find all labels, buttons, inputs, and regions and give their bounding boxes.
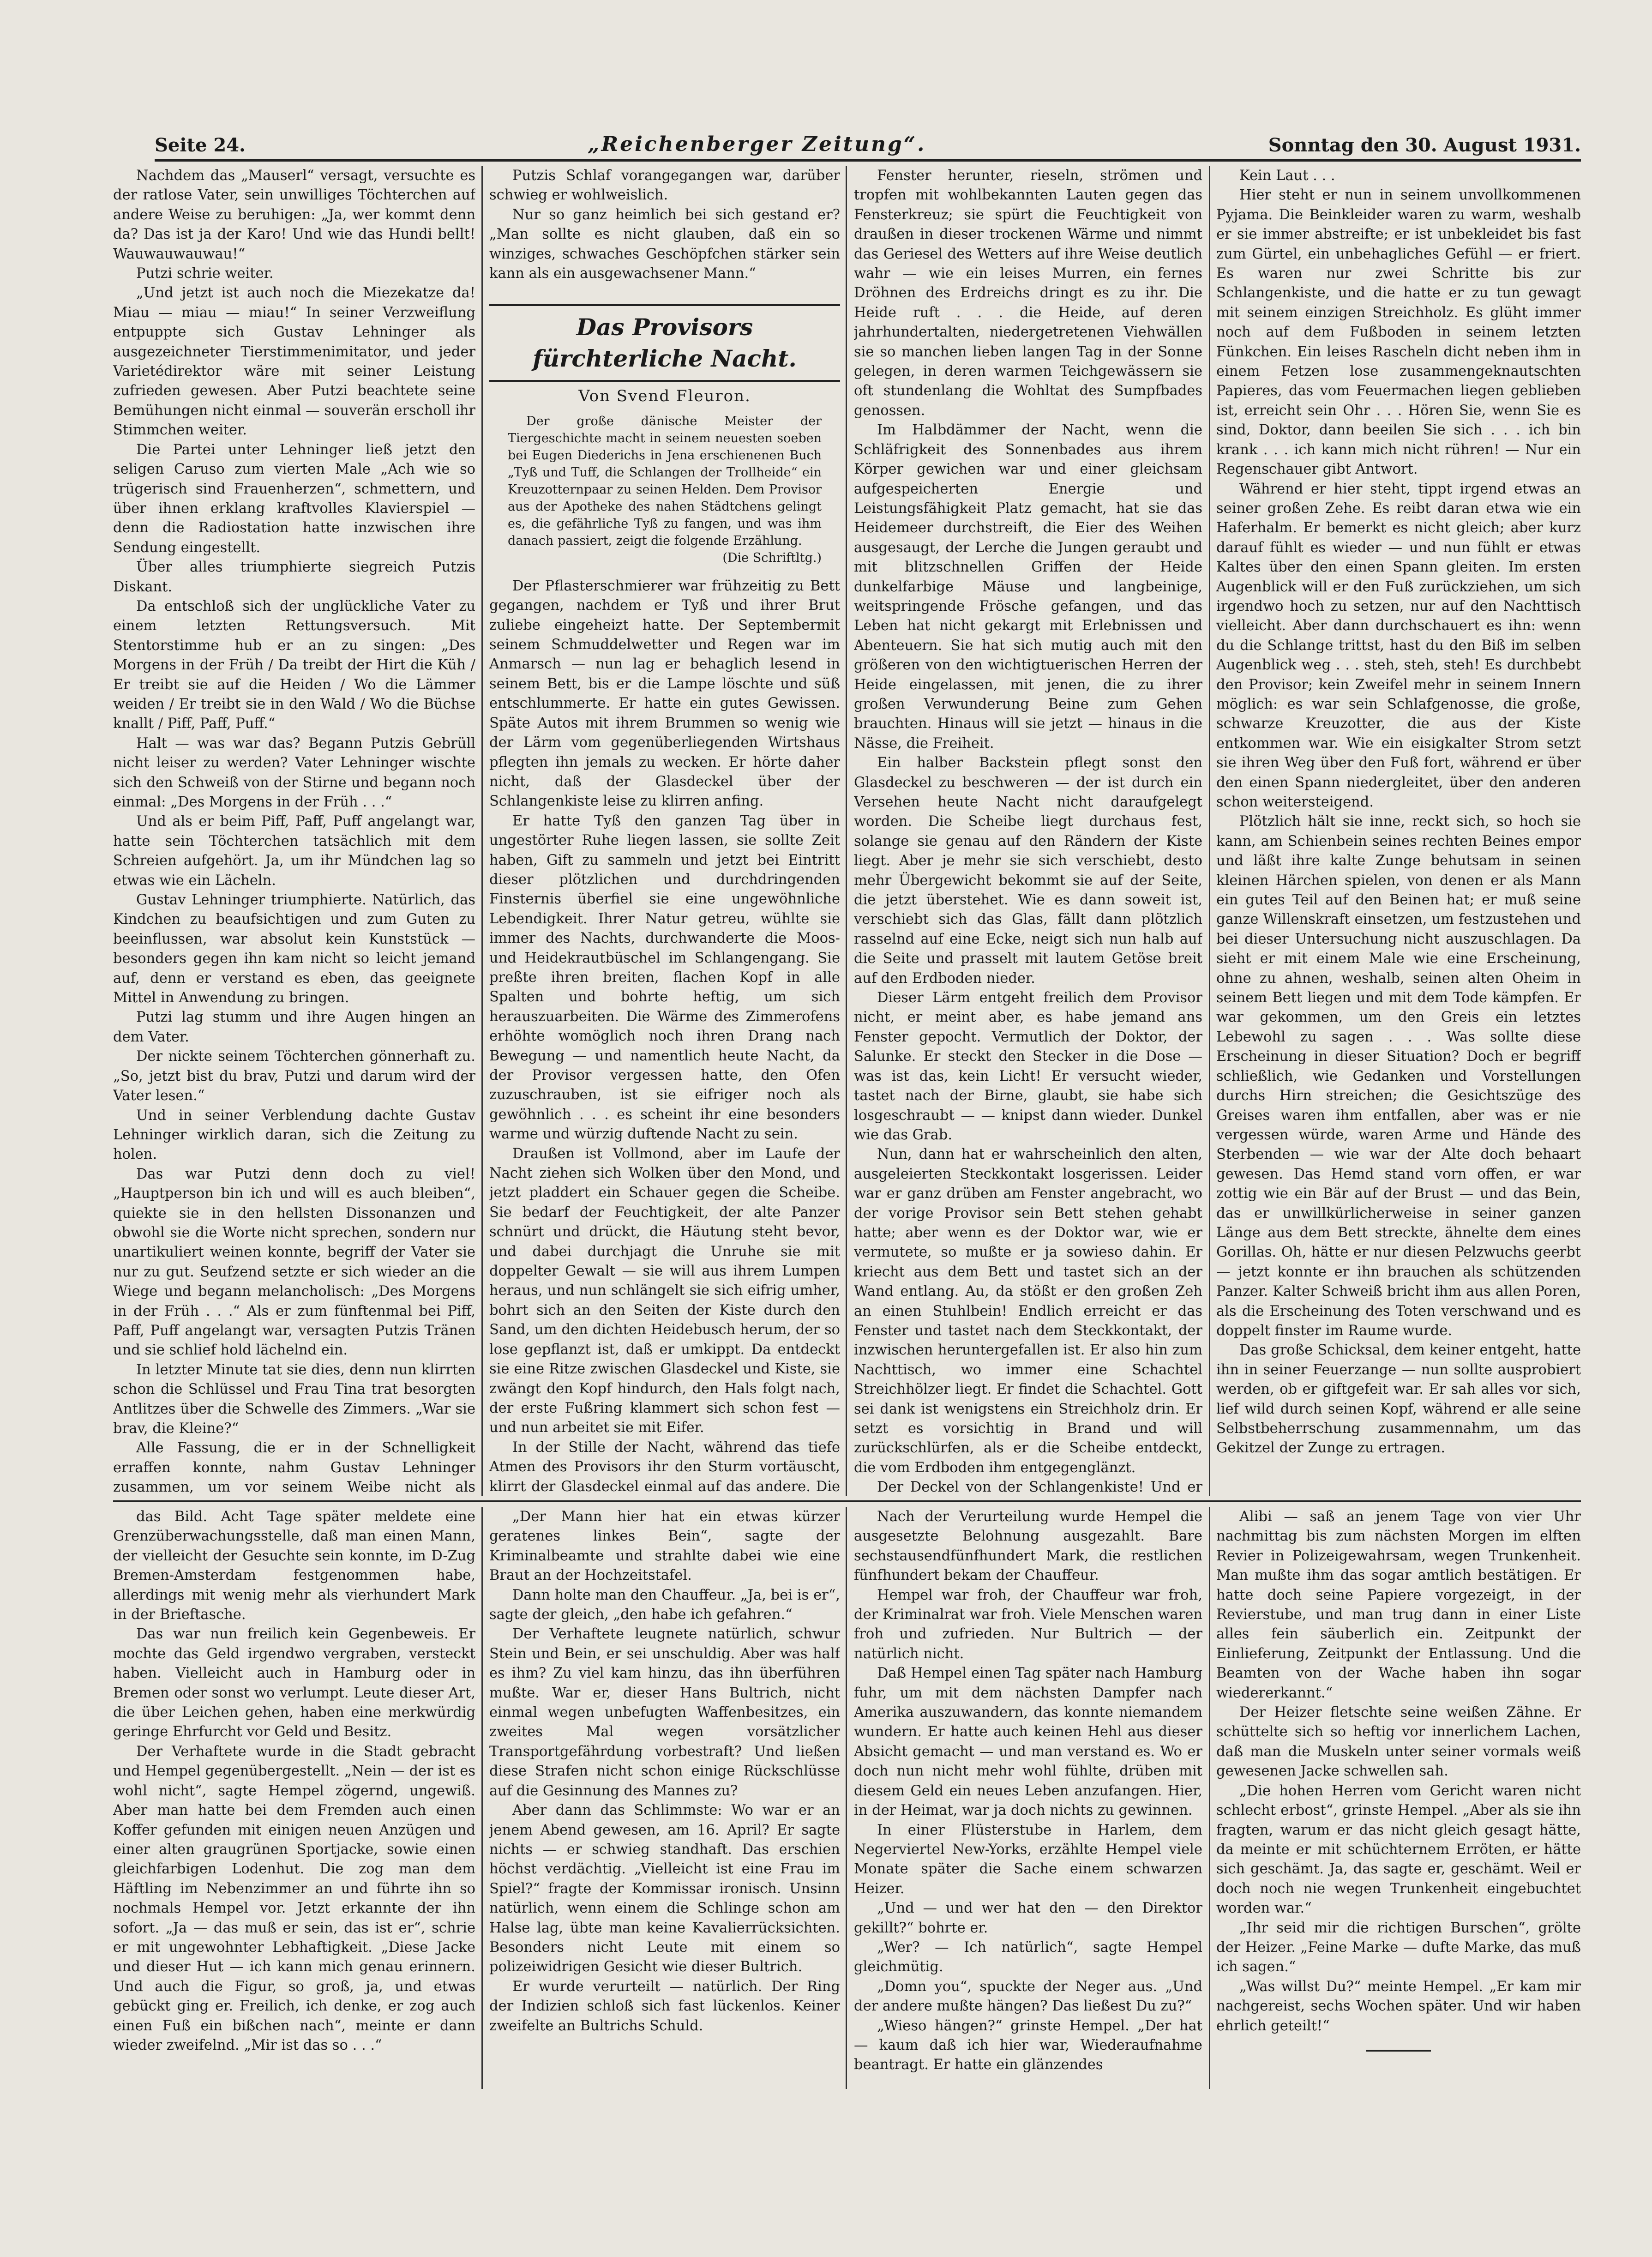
paragraph: Kein Laut . . . [1239,168,1335,184]
paragraph: Das war Putzi denn doch zu viel! „Hauptperson bin ich und will es auch bleiben“, quiekte sie in den hellsten Dissonanzen und obwohl sie die Worte nicht sprechen, sondern nur unartikuliert weinen konnte, begriff der Vater sie nur zu gut. Seufzend setzte er sich wieder an die Wiege und begann melancholisch: „Des Morgens in der Früh . . .“ Als er zum fünftenmal bei Piff, Paff, Puff angelangt war, versagten Putzis Tränen und sie schlief hold lächelnd ein. [113,1166,475,1359]
paragraph: „Wieso hängen?“ grinste Hempel. „Der hat — kaum daß ich hier war, Wiederaufnahme beantragt. Er hatte ein glänzendes [854,2017,1202,2073]
paragraph: Nach der Verurteilung wurde Hempel die ausgesetzte Belohnung ausgezahlt. Bare sechstausendfünfhundert Mark, die restlichen fünfhundert bekam der Chauffeur. [854,1509,1202,1584]
column-divider [846,1507,847,2089]
paragraph: „Die hohen Herren vom Gericht waren nicht schlecht erbost“, grinste Hempel. „Aber als sie ihn fragten, warum er das nicht gleich gesagt hätte, da meinte er mit schüchternem Erröten, er hätte sich geschämt. Ja, das sagte er, geschämt. Weil er doch noch nie wegen Trunkenheit eingebuchtet worden war.“ [1216,1782,1581,1917]
lower-column-1 [113,1507,475,2089]
feature-intro-text: Der große dänische Meister der Tiergeschichte macht in seinem neuesten soeben bei Eugen Diederichs in Jena erschienenen Buch „Tyß und Tuff, die Schlangen der Trollheide“ ein Kreuzotternpaar zu seinen Helden. Dem Provisor aus der Apotheke des nahen Städtchens gelingt es, die gefährliche Tyß zu fangen, und was ihm danach passiert, zeigt die folgende Erzählung. [508,414,822,548]
paragraph: Halt — was war das? Begann Putzis Gebrüll nicht leiser zu werden? Vater Lehninger wischte sich den Schweiß von der Stirne und begann noch einmal: „Des Morgens in der Früh . . .“ [113,735,475,810]
column-divider [1209,1507,1210,2089]
page-number: Seite 24. [155,134,246,156]
story-end-mark [1366,2050,1431,2052]
paragraph: Hier steht er nun in seinem unvollkommenen Pyjama. Die Beinkleider waren zu warm, weshalb er sie immer abstreifte; er ist unbekleidet bis fast zum Gürtel, ein unbehagliches Gefühl — er friert. Es waren nur zwei Schritte bis zur Schlangenkiste, und die hatte er zu tun gewagt mit seinem einzigen Streichholz. Es glüht immer noch auf dem Fußboden in seinem letzten Fünkchen. Ein leises Rascheln dicht neben ihm in einem Fetzen lose zusammengeknautschten Papieres, das vom Feuermachen liegen geblieben ist, erreicht sein Ohr . . . Hören Sie, wenn Sie es sind, Doktor, dann beeilen Sie sich . . . ich bin krank . . . ich kann mich nicht rühren! — Nur ein Regenschauer gibt Antwort. [1216,187,1581,478]
header-rule [155,159,1581,162]
paragraph: Alibi — saß an jenem Tage von vier Uhr nachmittag bis zum nächsten Morgen im elften Revier in Polizeigewahrsam, wegen Trunkenheit. Man mußte ihm das sogar amtlich bestätigen. Er hatte doch seine Papiere vorgezeigt, in der Revierstube, und man trug dann in einer Liste alles fein säuberlich ein. Zeitpunkt der Einlieferung, Zeitpunkt der Entlassung. Und die Beamten von der Wache haben ihn sogar wiedererkannt.“ [1216,1509,1581,1701]
paragraph: Der Verhaftete wurde in die Stadt gebracht und Hempel gegenübergestellt. „Nein — der ist es wohl nicht“, sagte Hempel zögernd, ungewiß. Aber man hatte bei dem Fremden auch einen Koffer gefunden mit einigen neuen Anzügen und einer alten graugrünen Sportjacke, sowie einen gleichfarbigen Lodenhut. Die zog man dem Häftling im Nebenzimmer an und führte ihn so nochmals Hempel vor. Jetzt erkannte der ihn sofort. „Ja — das muß er sein, das ist er“, schrie er mit ungewohnter Lebhaftigkeit. „Diese Jacke und dieser Hut — ich kann mich genau erinnern. Und auch die Figur, so groß, ja, und etwas gebückt ging er. Freilich, ich denke, er zog auch einen Fuß ein bißchen nach“, meinte er dann wieder zweifelnd. „Mir ist das so . . .“ [113,1743,475,2053]
upper-column-3 [854,166,1202,1496]
paragraph: Der Pflasterschmierer war frühzeitig zu Bett gegangen, nachdem er Tyß und ihrer Brut zuliebe eingeheizt hatte. Der Septembermit seinem Schmuddelwetter und Regen war im Anmarsch — nun lag er behaglich lesend in seinem Bett, bis er die Lampe löschte und süß entschlummerte. Er hatte ein gutes Gewissen. Späte Autos mit ihrem Brummen so wenig wie der Lärm vom gegenüberliegenden Wirtshaus pflegten ihn jemals zu wecken. Er hörte daher nicht, daß der Glasdeckel über der Schlangenkiste leise zu klirren anfing. [489,578,840,810]
paragraph: In einer Flüsterstube in Harlem, dem Negerviertel New-Yorks, erzählte Hempel viele Monate später die Sache einem schwarzen Heizer. [854,1822,1202,1897]
upper-column-1 [113,166,475,1496]
paragraph: Während er hier steht, tippt irgend etwas an seiner großen Zehe. Es reibt daran etwa wie ein Haferhalm. Er bemerkt es nicht gleich; aber kurz darauf fühlt es wieder — und nun fühlt er etwas Kaltes über den einen Spann gleiten. Im ersten Augenblick will er den Fuß zurückziehen, um sich irgendwo hoch zu setzen, nur auf den Nachttisch vielleicht. Aber dann durchschauert es ihn: wenn du die Schlange trittst, hast du den Biß im selben Augenblick weg . . . steh, steh, steh! Es durchbebt den Provisor; kein Zweifel mehr in seinem Innern möglich: es war sein Schlafgenosse, die große, schwarze Kreuzotter, die aus der Kiste entkommen war. Wie ein eisigkalter Strom setzt sie ihren Weg über den Fuß fort, während er über den einen Spann niedergleitet, über den anderen schon weitersteigend. [1216,481,1581,810]
paragraph: Nun, dann hat er wahrscheinlich den alten, ausgeleierten Steckkontakt losgerissen. Leider war er ganz drüben am Fenster angebracht, wo der vorige Provisor sein Bett stehen gehabt hatte; aber wenn es der Doktor war, wie er vermutete, so mußte er ja sowieso dahin. Er kriecht aus dem Bett und tastet sich an der Wand entlang. Au, da stößt er den großen Zeh an einen Stuhlbein! Endlich erreicht er das Fenster und tastet nach dem Steckkontakt, der inzwischen heruntergefallen ist. Er also hin zum Nachttisch, wo immer eine Schachtel Streichhölzer liegt. Er findet die Schachtel. Gott sei dank ist wenigstens ein Streichholz drin. Er setzt es vorsichtig in Brand und will zurückschlürfen, als er die Scheibe entdeckt, die vom Erdboden ihm entgegenglänzt. [854,1146,1202,1476]
paragraph: Und als er beim Piff, Paff, Puff angelangt war, hatte sein Töchterchen tatsächlich mit dem Schreien aufgehört. Ja, um ihr Mündchen lag so etwas wie ein Lächeln. [113,813,475,889]
upper-column-2 [489,166,840,1496]
issue-date: Sonntag den 30. August 1931. [1268,134,1581,156]
upper-column-4 [1216,166,1581,1496]
paragraph: Und in seiner Verblendung dachte Gustav Lehninger wirklich daran, sich die Zeitung zu holen. [113,1107,475,1163]
lower-column-2 [489,1507,840,2089]
newspaper-title: „Reichenberger Zeitung“. [588,132,926,156]
paragraph: Der Verhaftete leugnete natürlich, schwur Stein und Bein, er sei unschuldig. Aber was half es ihm? Zu viel kam hinzu, das ihn überführen mußte. War er, dieser Hans Bultrich, nicht einmal wegen unbefugten Waffenbesitzes, ein zweites Mal wegen vorsätzlicher Transportgefährdung vorbestraft? Und ließen diese Strafen nicht schon einige Rückschlüsse auf die Gesinnung des Mannes zu? [489,1626,840,1799]
paragraph: In letzter Minute tat sie dies, denn nun klirrten schon die Schlüssel und Frau Tina trat besorgten Antlitzes über die Schwelle des Zimmers. „War sie brav, die Kleine?“ [113,1361,475,1437]
paragraph: „Ihr seid mir die richtigen Burschen“, grölte der Heizer. „Feine Marke — dufte Marke, das muß ich sagen.“ [1216,1920,1581,1975]
paragraph: Nachdem das „Mauserl“ versagt, versuchte es der ratlose Vater, sein unwilliges Töchterchen auf andere Weise zu beruhigen: „Ja, wer kommt denn da? Das ist ja der Karo! Und wie das Hundi bellt! Wauwauwauwau!“ [113,168,475,262]
paragraph: Plötzlich hält sie inne, reckt sich, so hoch sie kann, am Schienbein seines rechten Beines empor und läßt ihre kalte Zunge behutsam in seinen kleinen Härchen spielen, von denen er als Mann ein gutes Teil auf den Beinen hat; er muß seine ganze Willenskraft einsetzen, um festzustehen und bei dieser Untersuchung nicht auszuschlagen. Da sieht er mit einem Male wie eine Erscheinung, ohne zu ahnen, weshalb, seinen alten Oheim in seinem Bett liegen und mit dem Tode kämpfen. Er war gekommen, um den Greis ein letztes Lebewohl zu sagen . . . Was sollte diese Erscheinung in dieser Situation? Doch er begriff schließlich, wie Gedanken und Vorstellungen durchs Hirn streichen; die Gesichtszüge des Greises waren ihm entfallen, aber was er nie vergessen würde, waren Arme und Hände des Sterbenden — wie war der Alte doch behaart gewesen. Das Hemd stand vorn offen, er war zottig wie ein Bär auf der Brust — und das Bein, das er unwillkürlicherweise in seiner ganzen Länge aus dem Bett streckte, ähnelte dem eines Gorillas. Oh, hätte er nur diesen Pelzwuchs geerbt — jetzt konnte er ihn brauchen als schützenden Panzer. Kalter Schweiß bricht ihm aus allen Poren, als die Erscheinung des Toten verschwand und es doppelt finster im Raume wurde. [1216,813,1581,1339]
paragraph: In der Stille der Nacht, während das tiefe Atmen des Provisors ihr den Sturm vortäuscht, klirrt der Glasdeckel einmal auf das andere. Die [489,1439,840,1495]
column-divider [481,166,483,1496]
paragraph: Der nickte seinem Töchterchen gönnerhaft zu. „So, jetzt bist du brav, Putzi und darum wird der Vater lesen.“ [113,1048,475,1104]
column-divider [1209,166,1210,1496]
page-header [155,124,1581,156]
paragraph: Alle Fassung, die er in der Schnelligkeit erraffen konnte, nahm Gustav Lehninger zusammen, um vor seinem Weibe nicht als [113,1440,475,1496]
feature-byline: Von Svend Fleuron. [578,387,751,406]
paragraph: Nur so ganz heimlich bei sich gestand er? „Man sollte es nicht glauben, daß ein so winziges, schwaches Geschöpfchen stärker sein kann als ein ausgewachsener Mann.“ [489,206,840,282]
paragraph: „Und — und wer hat den — den Direktor gekillt?“ bohrte er. [854,1900,1202,1936]
paragraph: das Bild. Acht Tage später meldete eine Grenzüberwachungsstelle, daß man einen Mann, der vielleicht der Gesuchte sein konnte, im D-Zug Bremen-Amsterdam festgenommen habe, allerdings mit wenig mehr als vierhundert Mark in der Brieftasche. [113,1509,475,1623]
paragraph: Aber dann das Schlimmste: Wo war er an jenem Abend gewesen, am 16. April? Er sagte nichts — er schwieg standhaft. Das erschien höchst verdächtig. „Vielleicht ist eine Frau im Spiel?“ fragte der Kommissar ironisch. Unsinn natürlich, wenn einem die Schlinge schon am Halse lag, übte man keine Kavalierrücksichten. Besonders nicht Leute mit einem so polizeiwidrigen Gesicht wie dieser Bultrich. [489,1802,840,1975]
paragraph: Dieser Lärm entgeht freilich dem Provisor nicht, er meint aber, es habe jemand ans Fenster gepocht. Vermutlich der Doktor, der Salunke. Er steckt den Stecker in die Dose — was ist das, kein Licht! Er versucht wieder, tastet nach der Birne, glaubt, sie habe sich losgeschraubt — — knipst dann wieder. Dunkel wie das Grab. [854,990,1202,1143]
paragraph: Im Halbdämmer der Nacht, wenn die Schläfrigkeit des Sonnenbades aus ihrem Körper gewichen war und einer gleichsam aufgespeicherten Energie und Leistungsfähigkeit Platz gemacht, hat sie das Heidemeer durchstreift, die Eier des Weihen ausgesaugt, der Lerche die Jungen geraubt und mit blitzschnellen Griffen der Heide dunkelfarbige Mäuse und langbeinige, weitspringende Frösche gefangen, und das Leben hat nicht gekargt mit Erlebnissen und Abenteuern. Sie hat sich mutig auch mit den größeren von den wichtigtuerischen Herren der Heide eingelassen, mit jenen, die zu ihrer großen Verwunderung Beine zum Gehen brauchten. Hinaus will sie jetzt — hinaus in die Nässe, die Freiheit. [854,422,1202,752]
section-divider [113,1500,1581,1502]
paragraph: „Und jetzt ist auch noch die Miezekatze da! Miau — miau — miau!“ In seiner Verzweiflung entpuppte sich Gustav Lehninger als ausgezeichneter Tierstimmenimitator, und jeder Varietédirektor wäre mit seiner Leistung zufrieden gewesen. Aber Putzi beachtete seine Bemühungen nicht einmal — souverän erscholl ihr Stimmchen weiter. [113,285,475,439]
paragraph: Er hatte Tyß den ganzen Tag über in ungestörter Ruhe liegen lassen, sie sollte Zeit haben, Gift zu sammeln und jetzt bei Eintritt dieser plötzlichen und durchdringenden Finsternis überfiel sie eine ungewöhnliche Lebendigkeit. Ihrer Natur getreu, wühlte sie immer des Nachts, durchwanderte die Moos- und Heidekrautbüschel im Schlangengang. Sie preßte ihren breiten, flachen Kopf in alle Spalten und bohrte heftig, um sich herauszuarbeiten. Die Wärme des Zimmerofens erhöhte womöglich noch ihren Drang nach Bewegung — und namentlich heute Nacht, da der Provisor vergessen hatte, den Ofen zuzuschrauben, ist sie eifriger noch als gewöhnlich . . . es scheint ihr eine besonders warme und würzig duftende Nacht zu sein. [489,813,840,1143]
paragraph: Das war nun freilich kein Gegenbeweis. Er mochte das Geld irgendwo vergraben, versteckt haben. Vielleicht auch in Hamburg oder in Bremen oder sonst wo verlumpt. Leute dieser Art, die über Leichen gehen, haben eine merkwürdig geringe Ehrfurcht vor Geld und Besitz. [113,1626,475,1740]
lower-column-4 [1216,1507,1581,2089]
paragraph: Dann holte man den Chauffeur. „Ja, bei is er“, sagte der gleich, „den habe ich gefahren.“ [489,1587,840,1623]
editorial-signature: (Die Schriftltg.) [722,550,822,565]
paragraph: Das große Schicksal, dem keiner entgeht, hatte ihn in seiner Feuerzange — nun sollte ausprobiert werden, ob er giftgefeit war. Er sah alles vor sich, lief wild durch seinen Kopf, während er alle seine Selbstbeherrschung zusammennahm, um das Gekitzel der Zunge zu ertragen. [1216,1342,1581,1457]
feature-intro [508,413,822,566]
paragraph: „Der Mann hier hat ein etwas kürzer geratenes linkes Bein“, sagte der Kriminalbeamte und strahlte dabei wie eine Braut an der Hochzeitstafel. [489,1509,840,1584]
paragraph: „Wer? — Ich natürlich“, sagte Hempel gleichmütig. [854,1939,1202,1975]
column-divider [481,1507,483,2089]
paragraph: Er wurde verurteilt — natürlich. Der Ring der Indizien schloß sich fast lückenlos. Keiner zweifelte an Bultrichs Schuld. [489,1978,840,2034]
paragraph: „Was willst Du?“ meinte Hempel. „Er kam mir nachgereist, sechs Wochen später. Und wir haben ehrlich geteilt!“ [1216,1978,1581,2034]
paragraph: Über alles triumphierte siegreich Putzis Diskant. [113,559,475,595]
lower-column-3 [854,1507,1202,2089]
column-divider [846,166,847,1496]
paragraph: Putzi schrie weiter. [136,265,274,282]
paragraph: „Domn you“, spuckte der Neger aus. „Und der andere mußte hängen? Das ließest Du zu?“ [854,1978,1202,2015]
paragraph: Fenster herunter, rieseln, strömen und tropfen mit wohlbekannten Lauten gegen das Fensterkreuz; sie spürt die Feuchtigkeit von draußen in dieser trockenen Wärme und nimmt das Geriesel des Wetters auf ihre Weise deutlich wahr — wie ein leises Murren, ein fernes Dröhnen des Erdreichs dringt es zu ihr. Die Heide ruft . . . die Heide, auf deren jahrhundertalten, niedergetretenen Viehwällen sie so manchen lieben langen Tag in der Sonne gelegen, in deren warmen Teichgewässern sie oft stundenlang die Wohltat des Sumpfbades genossen. [854,168,1202,419]
paragraph: Hempel war froh, der Chauffeur war froh, der Kriminalrat war froh. Viele Menschen waren froh und zufrieden. Nur Bultrich — der natürlich nicht. [854,1587,1202,1662]
paragraph: Draußen ist Vollmond, aber im Laufe der Nacht ziehen sich Wolken über den Mond, und jetzt pladdert ein Schauer gegen die Scheibe. Sie bedarf der Feuchtigkeit, der alte Panzer schnürt und drückt, die Häutung steht bevor, und dabei durchjagt die Unruhe sie mit doppelter Gewalt — sie will aus ihrem Lumpen heraus, und nun schlängelt sie sich eifrig umher, bohrt sich an den Seiten der Kiste durch den Sand, um den dichten Heidebusch herum, der so lose gepflanzt ist, daß er umkippt. Da entdeckt sie eine Ritze zwischen Glasdeckel und Kiste, sie zwängt den Kopf hindurch, den Hals folgt nach, der erste Fußring klammert sich schon fest — und nun arbeitet sie mit Eifer. [489,1145,840,1436]
paragraph: Da entschloß sich der unglückliche Vater zu einem letzten Rettungsversuch. Mit Stentorstimme hub er an zu singen: „Des Morgens in der Früh / Da treibt der Hirt die Küh / Er treibt sie auf die Heiden / Wo die Lämmer weiden / Er treibt sie in den Wald / Wo die Büchse knallt / Piff, Paff, Puff.“ [113,598,475,732]
paragraph: Die Partei unter Lehninger ließ jetzt den seligen Caruso zum vierten Male „Ach wie so trügerisch sind Frauenherzen“, schmettern, und über ihnen erklang kraftvolles Klavierspiel — denn die Radiostation hatte inzwischen ihre Sendung eingestellt. [113,441,475,556]
paragraph: Der Heizer fletschte seine weißen Zähne. Er schüttelte sich so heftig vor innerlichem Lachen, daß man die Muskeln unter seiner vormals weiß gewesenen Jacke schwellen sah. [1216,1704,1581,1780]
paragraph: Gustav Lehninger triumphierte. Natürlich, das Kindchen zu beaufsichtigen und zum Guten zu beeinflussen, war absolut kein Kunststück — besonders gegen ihn kam nicht so leicht jemand auf, denn er verstand es eben, das geeignete Mittel in Anwendung zu bringen. [113,892,475,1006]
paragraph: Putzi lag stumm und ihre Augen hingen an dem Vater. [113,1009,475,1045]
paragraph: Ein halber Backstein pflegt sonst den Glasdeckel zu beschweren — der ist durch ein Versehen heute Nacht nicht daraufgelegt worden. Die Scheibe liegt durchaus fest, solange sie genau auf den Rändern der Kiste liegt. Aber je mehr sie sich verschiebt, desto mehr Übergewicht bekommt sie auf der Seite, die jetzt überstehet. Wie es dann soweit ist, verschiebt sich das Glas, fällt dann plötzlich rasselnd auf eine Ecke, neigt sich nun halb auf die Seite und prasselt mit lautem Getöse breit auf den Erdboden nieder. [854,755,1202,987]
paragraph: Putzis Schlaf vorangegangen war, darüber schwieg er wohlweislich. [489,168,840,204]
paragraph: Der Deckel von der Schlangenkiste! Und er [877,1479,1202,1496]
paragraph: Daß Hempel einen Tag später nach Hamburg fuhr, um mit dem nächsten Dampfer nach Amerika auszuwandern, das konnte niemandem wundern. Er hatte auch keinen Hehl aus dieser Absicht gemacht — und man verstand es. Wo er doch nun nicht mehr wohl fühlte, drüben mit diesem Geld ein neues Leben anzufangen. Hier, in der Heimat, war ja doch nichts zu gewinnen. [854,1665,1202,1819]
feature-title: Das Provisors fürchterliche Nacht. [489,304,840,382]
